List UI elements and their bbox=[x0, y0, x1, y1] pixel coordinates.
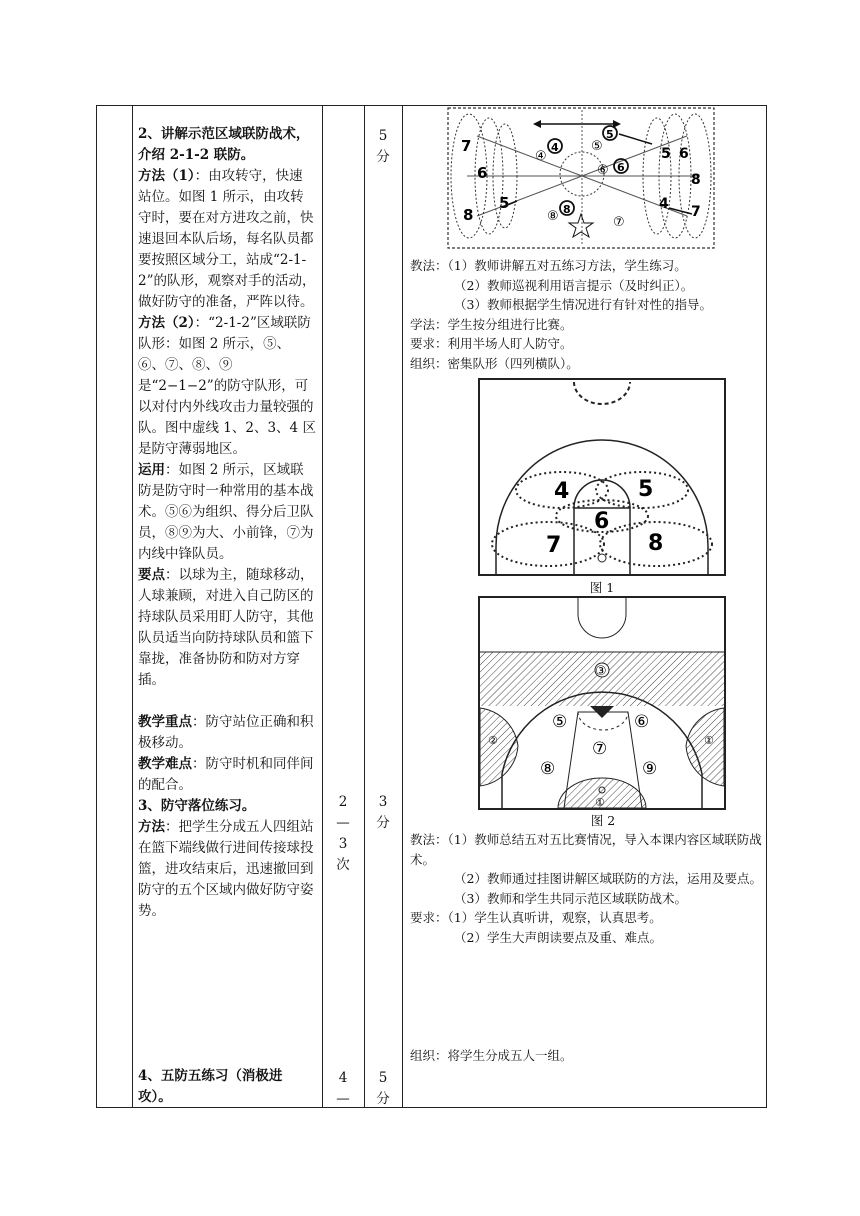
zone-5: 5 bbox=[638, 477, 654, 502]
time-unit: 分 bbox=[376, 1091, 390, 1107]
col-divider-4 bbox=[402, 105, 403, 1108]
right-player-6: 6 bbox=[679, 146, 689, 162]
requirement-2a: 要求：（1）学生认真听讲，观察，认真思考。 bbox=[410, 910, 662, 925]
section2-title: 2、讲解示范区域联防战术，介绍 2-1-2 联防。 bbox=[138, 126, 310, 163]
player-9: ⑨ bbox=[642, 759, 658, 779]
left-player-8: 8 bbox=[463, 206, 474, 224]
time-cell-section2 bbox=[364, 126, 402, 168]
usage-text: ：如图 2 所示，区域联防是防守时一种常用的基本战术。⑤⑥为组织、得分后卫队员，⑧⑨为大、小前锋，⑦为内线中锋队员。 bbox=[138, 462, 314, 562]
count-cell-section4 bbox=[322, 1068, 364, 1110]
method3-text: ：把学生分成五人四组站在篮下端线做行进间传接球投篮，进攻结束后，迅速撤回到防守的五个区域内做好防守姿势。 bbox=[138, 819, 314, 919]
time-value: 5 bbox=[378, 1070, 388, 1086]
requirement-2b: （2）学生大声朗读要点及重、难点。 bbox=[454, 929, 662, 945]
bold-circled-6: 6 bbox=[617, 161, 625, 174]
player-7: ⑦ bbox=[592, 739, 608, 759]
count-dash: — bbox=[336, 815, 350, 831]
figure-2-caption: 图 2 bbox=[590, 813, 616, 828]
count-max: 3 bbox=[338, 836, 348, 852]
teach2-line-c: （3）教师和学生共同示范区域联防战术。 bbox=[454, 890, 687, 906]
zone-2-label: ② bbox=[488, 734, 498, 747]
circled-4: ④ bbox=[535, 149, 547, 164]
section3-title: 3、防守落位练习。 bbox=[138, 798, 256, 814]
left-player-5: 5 bbox=[499, 194, 510, 212]
section4-block bbox=[138, 1066, 316, 1108]
focus-text: ：防守站位正确和积极移动。 bbox=[138, 714, 314, 751]
organization-1: 组织：密集队形（四列横队）。 bbox=[410, 355, 579, 371]
organization-2: 组织：将学生分成五人一组。 bbox=[410, 1048, 573, 1063]
table-right-border bbox=[766, 105, 767, 1108]
col-divider-1 bbox=[132, 105, 133, 1108]
time-cell-section4 bbox=[364, 1068, 402, 1110]
teach1-line-b: （2）教师巡视利用语言提示（及时纠正）。 bbox=[454, 277, 694, 293]
count-dash: — bbox=[336, 1091, 350, 1107]
lesson-content-column bbox=[138, 124, 316, 922]
time-value: 3 bbox=[378, 794, 388, 810]
zone-8: 8 bbox=[648, 531, 664, 556]
zone-1-label: ① bbox=[595, 796, 605, 809]
figure-2-court bbox=[478, 596, 728, 812]
count-unit: 次 bbox=[336, 857, 350, 873]
right-player-4: 4 bbox=[659, 196, 669, 212]
col-divider-3 bbox=[364, 105, 365, 1108]
left-player-7: 7 bbox=[461, 137, 472, 155]
player-8: ⑧ bbox=[540, 759, 556, 779]
keypoint-text: ：以球为主，随球移动，人球兼顾，对进入自己防区的持球队员采用盯人防守，其他队员适当向防持球队员和篮下靠拢，准备协防和防对方穿插。 bbox=[138, 567, 314, 688]
player-5: ⑤ bbox=[552, 712, 568, 732]
col-divider-2 bbox=[322, 105, 323, 1108]
count-min: 4 bbox=[338, 1070, 348, 1086]
method2-label: 方法（2） bbox=[138, 315, 195, 331]
right-player-8: 8 bbox=[691, 172, 701, 188]
difficulty-text: ：防守时机和同伴间的配合。 bbox=[138, 756, 314, 793]
usage-label: 运用 bbox=[138, 462, 165, 478]
zone-7: 7 bbox=[546, 533, 562, 558]
player-3: ③ bbox=[595, 664, 607, 679]
teaching-block-1 bbox=[410, 256, 762, 373]
zone-4: 4 bbox=[554, 479, 570, 504]
time-unit: 分 bbox=[376, 815, 390, 831]
learning-method: 学法：学生按分组进行比赛。 bbox=[410, 316, 573, 332]
time-value: 5 bbox=[378, 128, 388, 144]
player-6: ⑥ bbox=[634, 712, 650, 732]
figure-1-caption: 图 1 bbox=[589, 580, 615, 595]
focus-label: 教学重点 bbox=[138, 714, 192, 730]
bold-circled-4: 4 bbox=[551, 141, 559, 154]
teach2-line-b: （2）教师通过挂图讲解区域联防的方法，运用及要点。 bbox=[454, 871, 762, 886]
time-unit: 分 bbox=[376, 149, 390, 165]
difficulty-label: 教学难点 bbox=[138, 756, 192, 772]
section4-title: 4、五防五练习（消极进攻）。 bbox=[138, 1068, 283, 1105]
five-on-five-drill-diagram bbox=[447, 106, 717, 250]
method2-text: ：“2-1-2”区域联防队形：如图 2 所示，⑤、⑥、⑦、⑧、⑨是“2−1−2”的防守队形，可以对付内外线攻击力量较强的队。图中虚线 1、2、3、4 区是防守薄弱地区。 bbox=[138, 315, 316, 457]
bold-circled-5: 5 bbox=[606, 128, 614, 141]
teach1-line-c: （3）教师根据学生情况进行有针对性的指导。 bbox=[454, 297, 712, 312]
keypoint-label: 要点 bbox=[138, 567, 165, 583]
right-player-5: 5 bbox=[661, 146, 671, 162]
requirement-1: 要求：利用半场人盯人防守。 bbox=[410, 336, 573, 351]
organization-2-block bbox=[410, 1046, 762, 1066]
right-player-7: 7 bbox=[691, 204, 701, 220]
table-left-border bbox=[96, 105, 97, 1108]
method1-text: ：由攻转守，快速站位。如图 1 所示，由攻转守时，要在对方进攻之前，快速退回本队后场，每名队员都要按照区域分工，站成“2-1-2”的队形，观察对手的活动，做好防守的准备，严阵以待。 bbox=[138, 168, 316, 310]
teach1-line-a: 教法：（1）教师讲解五对五练习方法，学生练习。 bbox=[410, 258, 687, 273]
count-min: 2 bbox=[338, 794, 348, 810]
zone-1-right-label: ① bbox=[704, 734, 714, 747]
bold-circled-8: 8 bbox=[563, 203, 571, 216]
circled-8: ⑧ bbox=[547, 209, 559, 224]
teach2-line-a: 教法：（1）教师总结五对五比赛情况，导入本课内容区域联防战术。 bbox=[410, 832, 762, 867]
circled-7: ⑦ bbox=[613, 215, 625, 230]
count-cell-section3 bbox=[322, 792, 364, 876]
circled-5: ⑤ bbox=[591, 139, 603, 154]
method3-label: 方法 bbox=[138, 819, 165, 835]
time-cell-section3 bbox=[364, 792, 402, 834]
figure-1-court bbox=[478, 378, 726, 578]
star-icon bbox=[569, 214, 593, 237]
teaching-block-2 bbox=[410, 830, 762, 947]
circled-6: ⑥ bbox=[597, 163, 609, 178]
left-player-6: 6 bbox=[477, 164, 488, 182]
zone-6: 6 bbox=[594, 509, 610, 534]
method1-label: 方法（1） bbox=[138, 168, 195, 184]
